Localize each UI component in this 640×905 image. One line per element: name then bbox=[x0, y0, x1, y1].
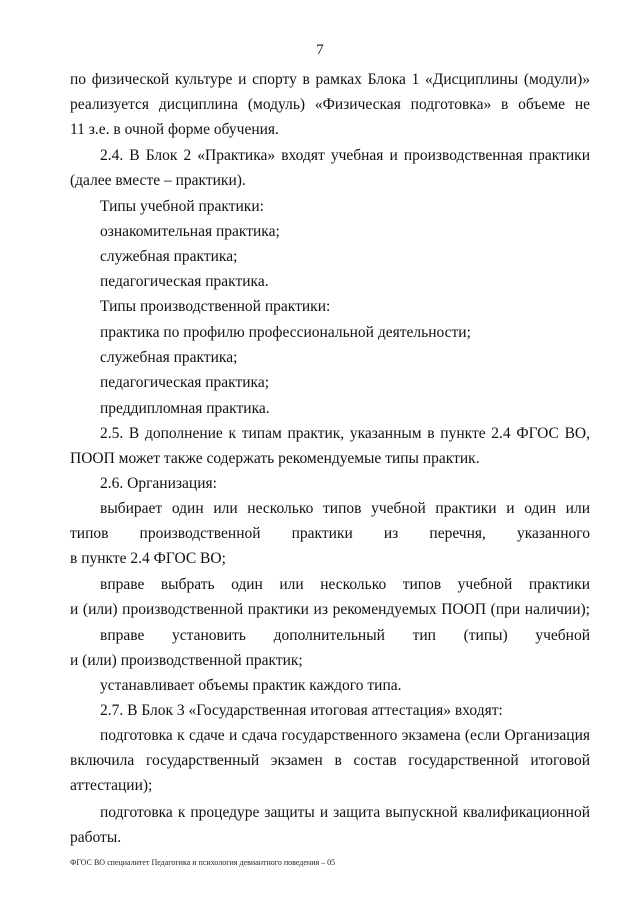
text-line: ПООП может также содержать рекомендуемые типы практик. bbox=[70, 450, 480, 467]
text-line: 2.7. В Блок 3 «Государственная итоговая аттестация» входят: bbox=[100, 702, 503, 719]
text-line: преддипломная практика. bbox=[100, 400, 270, 417]
text-line: и (или) производственной практик; bbox=[70, 652, 303, 669]
text-line: 2.6. Организация: bbox=[100, 475, 217, 492]
text-line: Типы учебной практики: bbox=[100, 198, 264, 215]
text-line: включила государственный экзамен в состав государственной итоговой bbox=[70, 752, 590, 769]
text-line: аттестации); bbox=[70, 777, 153, 794]
text-line: подготовка к процедуре защиты и защита выпускной квалификационной bbox=[100, 804, 590, 821]
text-line: (далее вместе – практики). bbox=[70, 172, 246, 189]
text-line: практика по профилю профессиональной деятельности; bbox=[100, 324, 471, 341]
text-line: педагогическая практика. bbox=[100, 273, 269, 290]
text-line: реализуется дисциплина (модуль) «Физическая подготовка» в объеме не bbox=[70, 96, 590, 113]
text-line: 11 з.е. в очной форме обучения. bbox=[70, 121, 279, 138]
text-line: устанавливает объемы практик каждого типа. bbox=[100, 677, 402, 694]
text-line: 2.5. В дополнение к типам практик, указанным в пункте 2.4 ФГОС ВО, bbox=[100, 425, 590, 442]
text-line: и (или) производственной практики из рекомендуемых ПООП (при наличии); bbox=[70, 601, 590, 618]
text-line: по физической культуре и спорту в рамках Блока 1 «Дисциплины (модули)» bbox=[70, 71, 590, 88]
text-line: ознакомительная практика; bbox=[100, 223, 280, 240]
text-line: вправе установить дополнительный тип (типы) учебной bbox=[100, 627, 590, 644]
text-line: выбирает один или несколько типов учебной практики и один или bbox=[100, 500, 590, 517]
text-line: 2.4. В Блок 2 «Практика» входят учебная и производственная практики bbox=[100, 147, 590, 164]
text-line: подготовка к сдаче и сдача государственного экзамена (если Организация bbox=[100, 727, 590, 744]
page-number: 7 bbox=[316, 42, 324, 58]
footer: ФГОС ВО специалитет Педагогика и психология девиантного поведения – 05 bbox=[70, 858, 336, 867]
text-line: типов производственной практики из перечня, указанного bbox=[70, 525, 590, 542]
text-line: вправе выбрать один или несколько типов учебной практики bbox=[100, 576, 590, 593]
text-line: педагогическая практика; bbox=[100, 374, 270, 391]
text-line: служебная практика; bbox=[100, 248, 238, 265]
text-line: служебная практика; bbox=[100, 349, 238, 366]
text-line: работы. bbox=[70, 829, 122, 846]
text-line: в пункте 2.4 ФГОС ВО; bbox=[70, 550, 226, 567]
text-line: Типы производственной практики: bbox=[100, 298, 331, 315]
